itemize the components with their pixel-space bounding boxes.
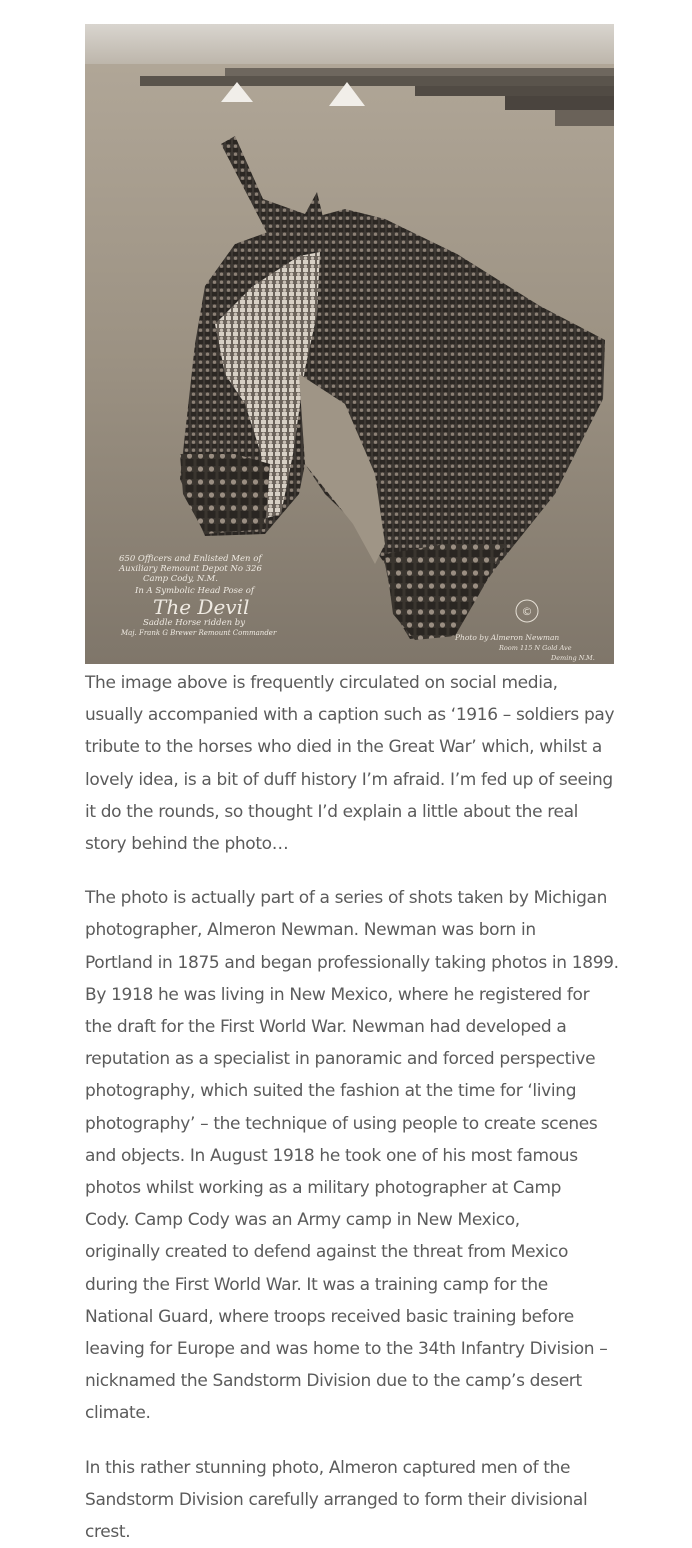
text-line: it do the rounds, so thought I’d explain a little about the real — [85, 801, 579, 822]
svg-text:Maj. Frank G Brewer Remount Co: Maj. Frank G Brewer Remount Commander — [121, 629, 277, 637]
svg-text:Camp Cody, N.M.: Camp Cody, N.M. — [143, 574, 218, 584]
text-line: photography’ – the technique of using people to create scenes — [85, 1113, 598, 1134]
svg-text:Saddle Horse ridden by: Saddle Horse ridden by — [143, 618, 246, 628]
text-line: photographer, Almeron Newman. Newman was born in — [85, 920, 536, 941]
svg-text:Auxiliary Remount Depot No 326: Auxiliary Remount Depot No 326 — [119, 564, 262, 574]
text-line: usually accompanied with a caption such as ‘1916 – soldiers pay — [85, 705, 615, 726]
text-line: The image above is frequently circulated on social media, — [85, 673, 558, 693]
text-line: leaving for Europe and was home to the 34th Infantry Division – — [85, 1339, 608, 1360]
text-line: during the First World War. It was a training camp for the — [85, 1274, 548, 1295]
text-line: Cody. Camp Cody was an Army camp in New Mexico, — [85, 1210, 520, 1231]
text-line: crest. — [85, 1522, 131, 1543]
text-line: story behind the photo… — [85, 834, 289, 855]
text-line: and objects. In August 1918 he took one of his most famous — [85, 1145, 578, 1166]
photo-illustration — [85, 24, 614, 664]
text-line: photos whilst working as a military photographer at Camp — [85, 1178, 562, 1199]
svg-text:The Devil: The Devil — [153, 595, 250, 619]
svg-text:©: © — [521, 605, 533, 618]
svg-text:Deming N.M.: Deming N.M. — [551, 654, 595, 662]
article-body — [85, 0, 619, 1548]
text-line: The photo is actually part of a series of shots taken by Michigan — [85, 888, 608, 909]
text-line: the draft for the First World War. Newman had developed a — [85, 1017, 567, 1038]
text-line: In this rather stunning photo, Almeron captured men of the — [85, 1457, 571, 1478]
text-line: tribute to the horses who died in the Great War’ which, whilst a — [85, 737, 602, 758]
paragraph-intro — [85, 667, 615, 860]
text-line: reputation as a specialist in panoramic and forced perspective — [85, 1049, 596, 1070]
text-line: Sandstorm Division carefully arranged to form their divisional — [85, 1489, 588, 1510]
svg-text:In A Symbolic Head Pose of: In A Symbolic Head Pose of — [135, 586, 255, 596]
text-line: nicknamed the Sandstorm Division due to the camp’s desert — [85, 1371, 582, 1392]
text-line: photography, which suited the fashion at the time for ‘living — [85, 1081, 577, 1102]
svg-text:Room 115 N Gold Ave: Room 115 N Gold Ave — [499, 644, 572, 652]
text-line: By 1918 he was living in New Mexico, where he registered for — [85, 984, 590, 1005]
historical-photo — [85, 24, 614, 664]
text-line: lovely idea, is a bit of duff history I’m afraid. I’m fed up of seeing — [85, 769, 613, 790]
paragraph-division-crest — [85, 1452, 615, 1548]
svg-text:Photo by Almeron Newman: Photo by Almeron Newman — [455, 633, 560, 642]
text-line: climate. — [85, 1403, 151, 1424]
text-line: National Guard, where troops received basic training before — [85, 1306, 574, 1327]
paragraph-history — [85, 882, 619, 1429]
text-line: originally created to defend against the threat from Mexico — [85, 1242, 569, 1263]
text-line: Portland in 1875 and began professionally taking photos in 1899. — [85, 952, 619, 973]
svg-text:650 Officers and Enlisted Men: 650 Officers and Enlisted Men of — [119, 554, 262, 564]
